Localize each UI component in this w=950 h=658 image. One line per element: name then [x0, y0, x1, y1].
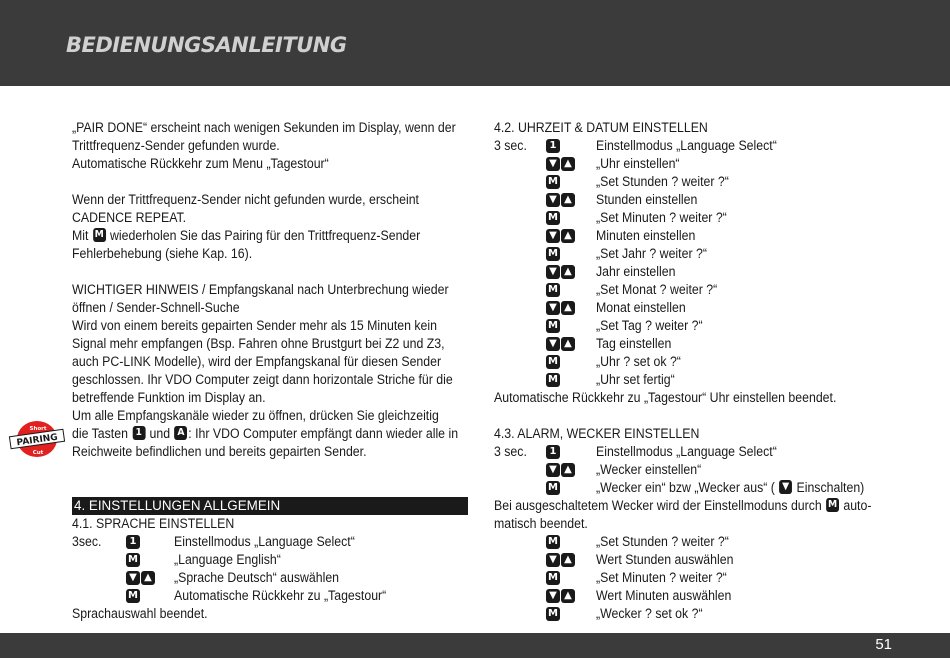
document-title: BEDIENUNGSANLEITUNG: [66, 33, 347, 57]
left-column: [72, 119, 468, 623]
instruction-step: [494, 551, 886, 569]
down-arrow-icon: ▼: [546, 157, 560, 171]
instruction-step: [494, 533, 886, 551]
one-button-icon: 1: [546, 445, 560, 459]
m-button-icon: M: [546, 535, 560, 549]
instruction-step: [494, 227, 886, 245]
text-line: Signal mehr empfangen (Bsp. Fahren ohne Brustgurt bei Z2 und Z3,: [72, 336, 445, 351]
step-text: „Uhr einstellen“: [596, 156, 680, 171]
step-text: „Set Minuten ? weiter ?“: [596, 210, 727, 225]
badge-pairing-text: PAIRING: [16, 432, 59, 449]
text-fragment: Mit: [72, 228, 89, 243]
up-arrow-icon: ▲: [561, 157, 575, 171]
instruction-step: [494, 605, 886, 623]
one-button-icon: 1: [546, 139, 560, 153]
page-number: 51: [875, 636, 892, 653]
text-line: [72, 425, 459, 443]
text-line: CADENCE REPEAT.: [72, 210, 187, 225]
up-arrow-icon: ▲: [561, 589, 575, 603]
text-fragment: : Ihr VDO Computer empfängt dann wieder alle in: [188, 426, 459, 441]
step-text: „Wecker ? set ok ?“: [596, 606, 703, 621]
text-line: auch PC-LINK Modelle), wird der Empfangskanal für diesen Sender: [72, 354, 442, 369]
instruction-step: [494, 461, 886, 479]
down-arrow-icon: ▼: [546, 337, 560, 351]
instruction-step: [494, 353, 886, 371]
down-arrow-icon: ▼: [546, 265, 560, 279]
instruction-step: [494, 245, 886, 263]
text-fragment: „Wecker ein“ bzw „Wecker aus“ (: [596, 480, 775, 495]
down-arrow-icon: ▼: [546, 193, 560, 207]
text-line: öffnen / Sender-Schnell-Suche: [72, 300, 240, 315]
down-arrow-icon: ▼: [546, 229, 560, 243]
down-arrow-icon: ▼: [546, 463, 560, 477]
text-line: Reichweite befindlichen und bereits gepairten Sender.: [72, 444, 367, 459]
step-text: „Uhr set fertig“: [596, 372, 675, 387]
m-button-icon: M: [546, 175, 560, 189]
step-text: Minuten einstellen: [596, 228, 696, 243]
text-fragment: Bei ausgeschaltetem Wecker wird der Einstellmoduns durch: [494, 498, 822, 513]
text-line: Wird von einem bereits gepairten Sender mehr als 15 Minuten kein: [72, 318, 437, 333]
m-button-icon: M: [126, 553, 140, 567]
m-button-icon: M: [546, 607, 560, 621]
instruction-step: [494, 263, 886, 281]
duration-label: 3sec.: [72, 534, 102, 549]
down-arrow-icon: ▼: [546, 589, 560, 603]
m-button-icon: M: [546, 355, 560, 369]
step-text: Monat einstellen: [596, 300, 686, 315]
m-button-icon: M: [94, 229, 104, 241]
step-text: Wert Minuten auswählen: [596, 588, 732, 603]
text-fragment: die Tasten: [72, 426, 128, 441]
text-line: betreffende Funktion im Display an.: [72, 390, 266, 405]
right-column: [494, 119, 886, 623]
text-line: Wenn der Trittfrequenz-Sender nicht gefunden wurde, erscheint: [72, 192, 419, 207]
step-text: Einstellmodus „Language Select“: [596, 444, 777, 459]
up-arrow-icon: ▲: [561, 337, 575, 351]
instruction-step: [72, 587, 468, 605]
instruction-step: [494, 299, 886, 317]
step-text: „Wecker einstellen“: [596, 462, 702, 477]
duration-label: 3 sec.: [494, 138, 527, 153]
step-text: „Set Monat ? weiter ?“: [596, 282, 718, 297]
text-line: Um alle Empfangskanäle wieder zu öffnen, drücken Sie gleichzeitig: [72, 408, 439, 423]
up-arrow-icon: ▲: [561, 553, 575, 567]
step-text: „Language English“: [174, 552, 281, 567]
up-arrow-icon: ▲: [141, 571, 155, 585]
text-line: Automatische Rückkehr zu „Tagestour“ Uhr einstellen beendet.: [494, 390, 837, 405]
text-fragment: Einschalten): [796, 480, 865, 495]
instruction-step: [72, 569, 468, 587]
one-button-icon: 1: [126, 535, 140, 549]
m-button-icon: M: [546, 481, 560, 495]
down-arrow-icon: ▼: [546, 301, 560, 315]
step-text: Jahr einstellen: [596, 264, 676, 279]
header-bar: [0, 0, 950, 86]
m-button-icon: M: [546, 211, 560, 225]
text-line: Trittfrequenz-Sender gefunden wurde.: [72, 138, 280, 153]
up-arrow-icon: ▲: [561, 301, 575, 315]
subsection-heading: 4.2. UHRZEIT & DATUM EINSTELLEN: [494, 120, 708, 135]
instruction-step: [494, 137, 886, 155]
m-button-icon: M: [546, 283, 560, 297]
instruction-step: [494, 587, 886, 605]
text-line: Automatische Rückkehr zum Menu „Tagestour“: [72, 156, 329, 171]
step-text: [596, 479, 864, 497]
down-arrow-icon: ▼: [126, 571, 140, 585]
step-text: Tag einstellen: [596, 336, 672, 351]
instruction-step: [494, 335, 886, 353]
text-fragment: auto-: [843, 498, 872, 513]
step-text: Wert Stunden auswählen: [596, 552, 734, 567]
instruction-step: [494, 209, 886, 227]
m-button-icon: M: [546, 373, 560, 387]
step-text: „Set Stunden ? weiter ?“: [596, 534, 729, 549]
step-text: „Uhr ? set ok ?“: [596, 354, 681, 369]
down-arrow-icon: ▼: [546, 553, 560, 567]
step-text: Einstellmodus „Language Select“: [174, 534, 355, 549]
step-text: Automatische Rückkehr zu „Tagestour“: [174, 588, 387, 603]
instruction-step: [494, 173, 886, 191]
instruction-step: [494, 191, 886, 209]
up-arrow-icon: ▲: [561, 193, 575, 207]
duration-label: 3 sec.: [494, 444, 527, 459]
instruction-step: [494, 281, 886, 299]
short-cut-pairing-badge: [8, 420, 66, 458]
text-line: WICHTIGER HINWEIS / Empfangskanal nach Unterbrechung wieder: [72, 282, 449, 297]
badge-cut-text: Cut: [32, 450, 44, 456]
step-text: „Set Stunden ? weiter ?“: [596, 174, 729, 189]
instruction-step: [494, 155, 886, 173]
text-line: geschlossen. Ihr VDO Computer zeigt dann horizontale Striche für die: [72, 372, 453, 387]
step-text: „Set Tag ? weiter ?“: [596, 318, 703, 333]
one-button-icon: 1: [132, 426, 145, 440]
instruction-step: [72, 533, 468, 551]
text-line: [494, 497, 872, 515]
text-fragment: und: [149, 426, 171, 441]
subsection-heading: 4.1. SPRACHE EINSTELLEN: [72, 516, 235, 531]
instruction-step: [494, 371, 886, 389]
step-text: Einstellmodus „Language Select“: [596, 138, 777, 153]
m-button-icon: M: [546, 319, 560, 333]
footer-bar: [0, 633, 950, 658]
step-text: „Set Jahr ? weiter ?“: [596, 246, 707, 261]
text-fragment: wiederholen Sie das Pairing für den Trittfrequenz-Sender: [110, 228, 421, 243]
step-text: Stunden einstellen: [596, 192, 698, 207]
instruction-step: [494, 479, 886, 497]
down-arrow-icon: ▼: [779, 480, 792, 494]
subsection-heading: 4.3. ALARM, WECKER EINSTELLEN: [494, 426, 700, 441]
instruction-step: [494, 569, 886, 587]
up-arrow-icon: ▲: [561, 265, 575, 279]
step-text: „Sprache Deutsch“ auswählen: [174, 570, 340, 585]
text-line: matisch beendet.: [494, 516, 588, 531]
step-text: „Set Minuten ? weiter ?“: [596, 570, 727, 585]
section-heading: 4. EINSTELLUNGEN ALLGEMEIN: [72, 497, 468, 515]
m-button-icon: M: [827, 499, 838, 511]
badge-short-text: Short: [29, 426, 47, 432]
text-line: [72, 227, 436, 245]
instruction-step: [494, 443, 886, 461]
a-button-icon: A: [174, 426, 187, 440]
text-line: Fehlerbehebung (siehe Kap. 16).: [72, 246, 253, 261]
text-line: „PAIR DONE“ erscheint nach wenigen Sekunden im Display, wenn der: [72, 120, 456, 135]
m-button-icon: M: [546, 247, 560, 261]
instruction-step: [72, 551, 468, 569]
instruction-step: [494, 317, 886, 335]
m-button-icon: M: [546, 571, 560, 585]
up-arrow-icon: ▲: [561, 463, 575, 477]
m-button-icon: M: [126, 589, 140, 603]
up-arrow-icon: ▲: [561, 229, 575, 243]
text-line: Sprachauswahl beendet.: [72, 606, 208, 621]
